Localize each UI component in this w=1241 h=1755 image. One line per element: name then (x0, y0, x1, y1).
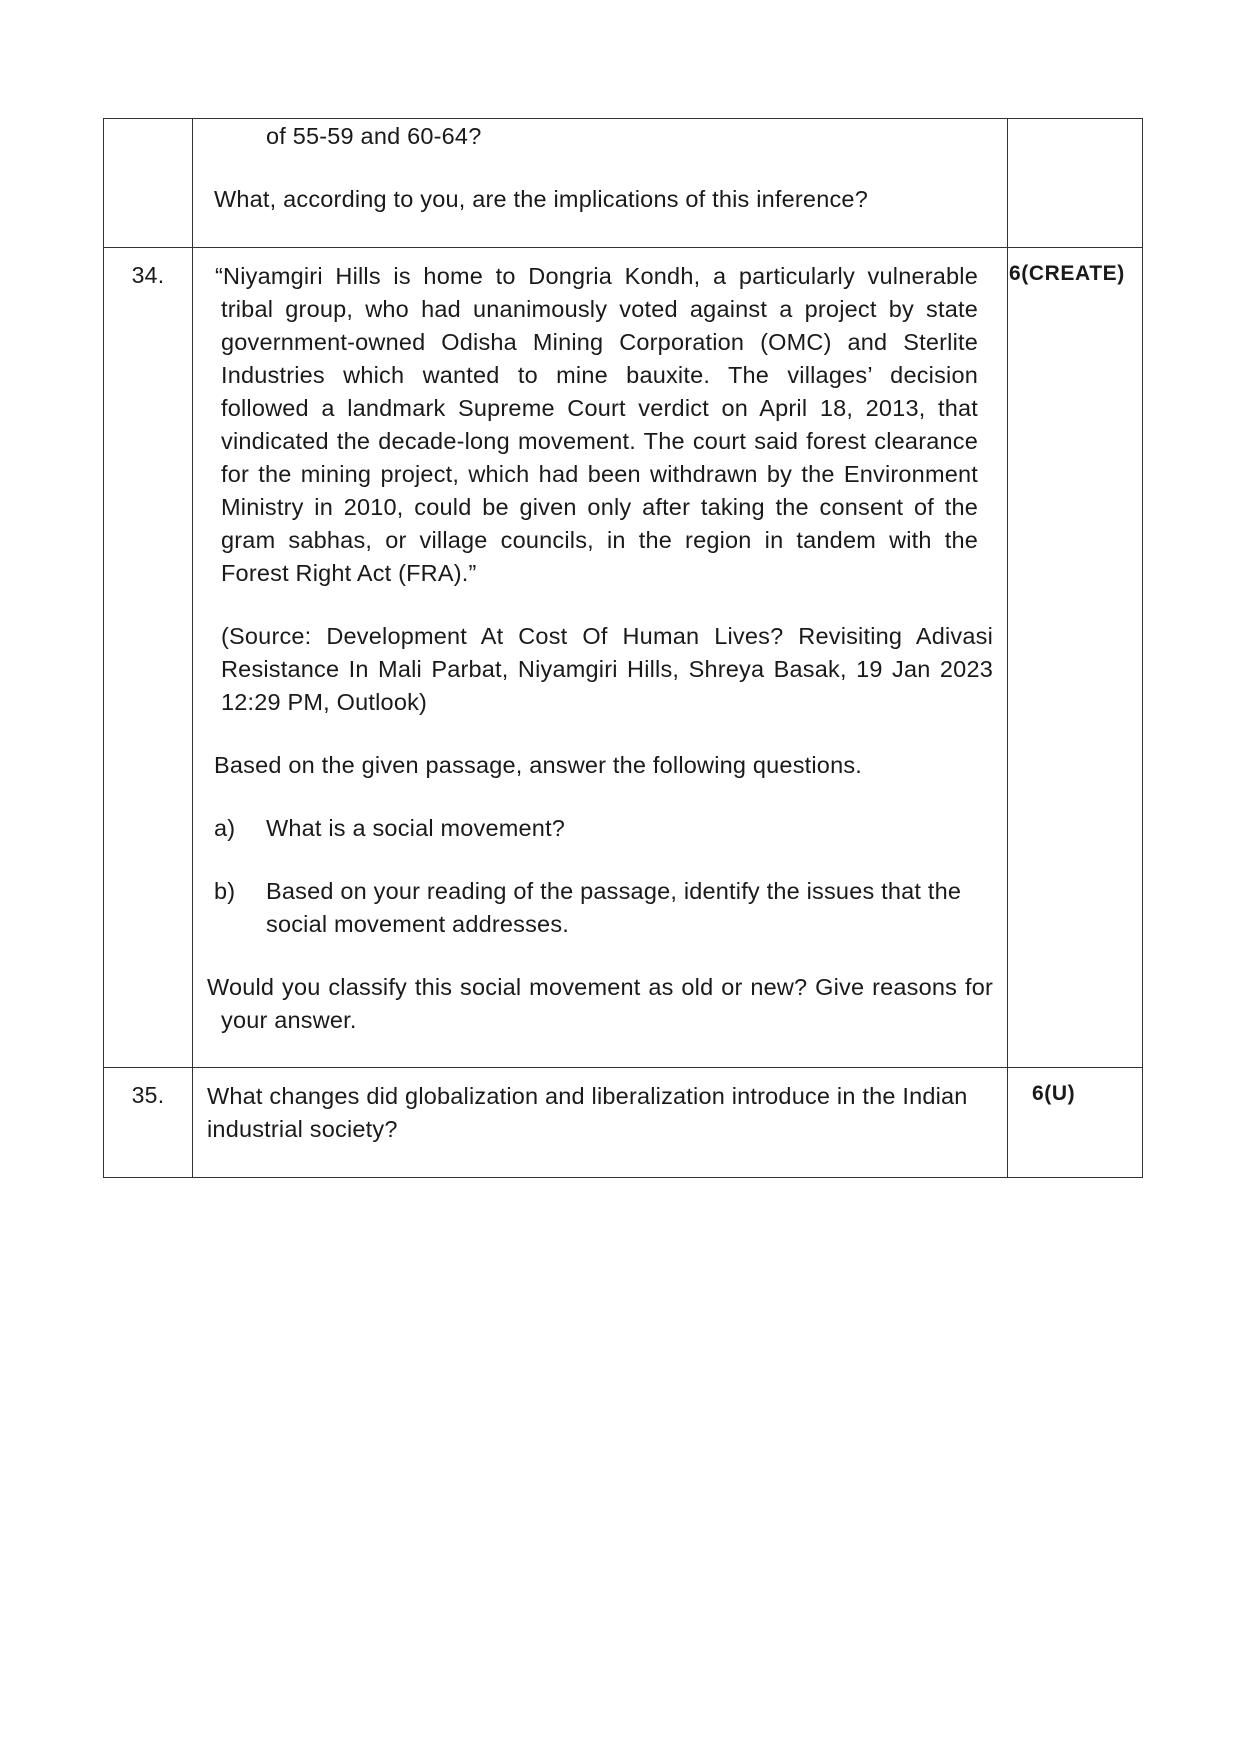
sub-question-text: What is a social movement? (266, 815, 566, 841)
instruction-text: Based on the given passage, answer the following questions. (214, 752, 863, 778)
globalization-question: What changes did globalization and liberalization introduce in the Indian industrial society? (207, 1083, 968, 1142)
source-citation: (Source: Development At Cost Of Human Lives? Revisiting Adivasi Resistance In Mali Parbat, Niyamgiri Hills, Shreya Basak, 19 Jan 2023 12:29 PM, Outlook) (221, 623, 993, 715)
marks-cell (1008, 119, 1143, 248)
question-body-cell (193, 1068, 1008, 1178)
question-body-cell (193, 248, 1008, 1068)
marks-badge: 6(U) (1008, 1068, 1143, 1178)
sub-question-text: Based on your reading of the passage, identify the issues that the social movement addresses. (266, 878, 962, 937)
question-row-34 (104, 248, 1143, 1068)
marks-badge: 6(CREATE) (1008, 248, 1143, 1068)
question-body-cell (193, 119, 1008, 248)
sub-question-a (207, 812, 993, 845)
continued-line: of 55-59 and 60-64? (266, 123, 482, 149)
sub-question-marker: b) (214, 878, 236, 904)
question-table (103, 118, 1143, 1178)
question-number: 34. (104, 248, 193, 1068)
question-number: 35. (104, 1068, 193, 1178)
sub-question-marker: a) (214, 815, 236, 841)
passage-text: “Niyamgiri Hills is home to Dongria Kondh, a particularly vulnerable tribal group, who had unanimously voted against a project by state government-owned Odisha Mining Corporation (OMC) and Sterlite Industries which wanted to mine bauxite. The villages’ decision followed a landmark Supreme Court verdict on April 18, 2013, that vindicated the decade-long movement. The court said forest clearance for the mining project, which had been withdrawn by the Environment Ministry in 2010, could be given only after taking the consent of the gram sabhas, or village councils, in the region in tandem with the Forest Right Act (FRA).” (215, 263, 978, 586)
sub-question-b (207, 875, 993, 941)
question-number-cell (104, 119, 193, 248)
final-question: Would you classify this social movement as old or new? Give reasons for your answer. (207, 974, 993, 1033)
question-row-continued (104, 119, 1143, 248)
question-row-35 (104, 1068, 1143, 1178)
implications-question: What, according to you, are the implications of this inference? (214, 186, 868, 212)
